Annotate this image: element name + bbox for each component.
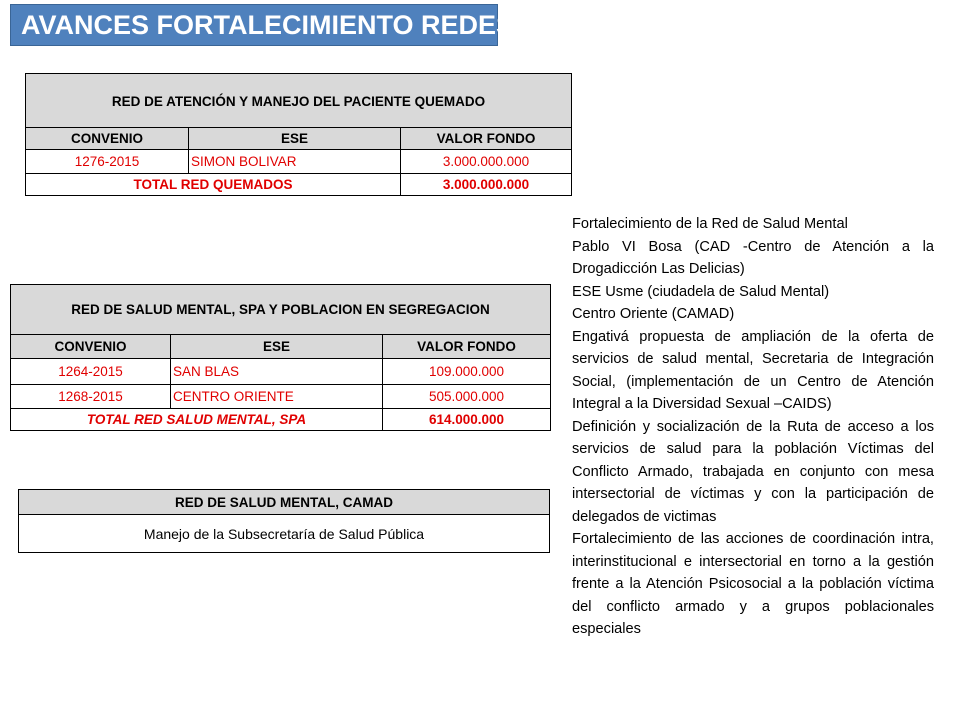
convenio-cell: 1276-2015: [26, 150, 189, 174]
total-value: 3.000.000.000: [401, 174, 572, 196]
ese-cell: CENTRO ORIENTE: [171, 385, 383, 409]
table-red-quemados: [25, 73, 572, 196]
total-label: TOTAL RED SALUD MENTAL, SPA: [11, 409, 383, 431]
column-header-convenio: CONVENIO: [26, 128, 189, 150]
table-red-salud-mental-camad: [18, 489, 550, 553]
side-paragraph: Fortalecimiento de las acciones de coordinación intra, interinstitucional e intersectorial en torno a la gestión frente a la Atención Psicosocial a la población víctima del conflicto armado y a grupos poblacionales especiales: [572, 531, 934, 637]
table-red-salud-mental-spa: [10, 284, 551, 431]
column-header-ese: ESE: [189, 128, 401, 150]
table-body-text: Manejo de la Subsecretaría de Salud Pública: [19, 515, 550, 553]
table-row: [11, 385, 551, 409]
column-header-valor-fondo: VALOR FONDO: [401, 128, 572, 150]
valor-cell: 3.000.000.000: [401, 150, 572, 174]
table-row: [11, 359, 551, 385]
side-paragraph: Fortalecimiento de la Red de Salud Mental: [572, 216, 848, 232]
side-paragraph: Definición y socialización de la Ruta de acceso a los servicios de salud para la población Víctimas del Conflicto Armado, trabajada en conjunto con mesa intersectorial de víctimas y con la participación de delegados de victimas: [572, 418, 934, 525]
page-title: AVANCES FORTALECIMIENTO REDES: [10, 4, 498, 46]
total-row: [11, 409, 551, 431]
column-header-convenio: CONVENIO: [11, 335, 171, 359]
valor-cell: 505.000.000: [383, 385, 551, 409]
side-paragraph: Engativá propuesta de ampliación de la oferta de servicios de salud mental, Secretaria de Integración Social, (implementación de un Centro de Atención Integral a la Diversidad Sexual –CAIDS): [572, 328, 934, 412]
side-paragraph: ESE Usme (ciudadela de Salud Mental): [572, 283, 830, 300]
convenio-cell: 1264-2015: [11, 359, 171, 385]
side-paragraph: Pablo VI Bosa (CAD -Centro de Atención a la Drogadicción Las Delicias): [572, 238, 934, 277]
table-heading: RED DE SALUD MENTAL, SPA Y POBLACION EN SEGREGACION: [11, 285, 551, 335]
ese-cell: SAN BLAS: [171, 359, 383, 385]
side-description: [572, 213, 934, 641]
total-value: 614.000.000: [383, 409, 551, 431]
ese-cell: SIMON BOLIVAR: [189, 150, 401, 174]
valor-cell: 109.000.000: [383, 359, 551, 385]
column-header-valor-fondo: VALOR FONDO: [383, 335, 551, 359]
total-label: TOTAL RED QUEMADOS: [26, 174, 401, 196]
table-heading: RED DE ATENCIÓN Y MANEJO DEL PACIENTE QUEMADO: [26, 74, 572, 128]
column-header-ese: ESE: [171, 335, 383, 359]
total-row: [26, 174, 572, 196]
table-row: [26, 150, 572, 174]
table-heading: RED DE SALUD MENTAL, CAMAD: [19, 490, 550, 515]
side-paragraph: Centro Oriente (CAMAD): [572, 306, 735, 322]
convenio-cell: 1268-2015: [11, 385, 171, 409]
